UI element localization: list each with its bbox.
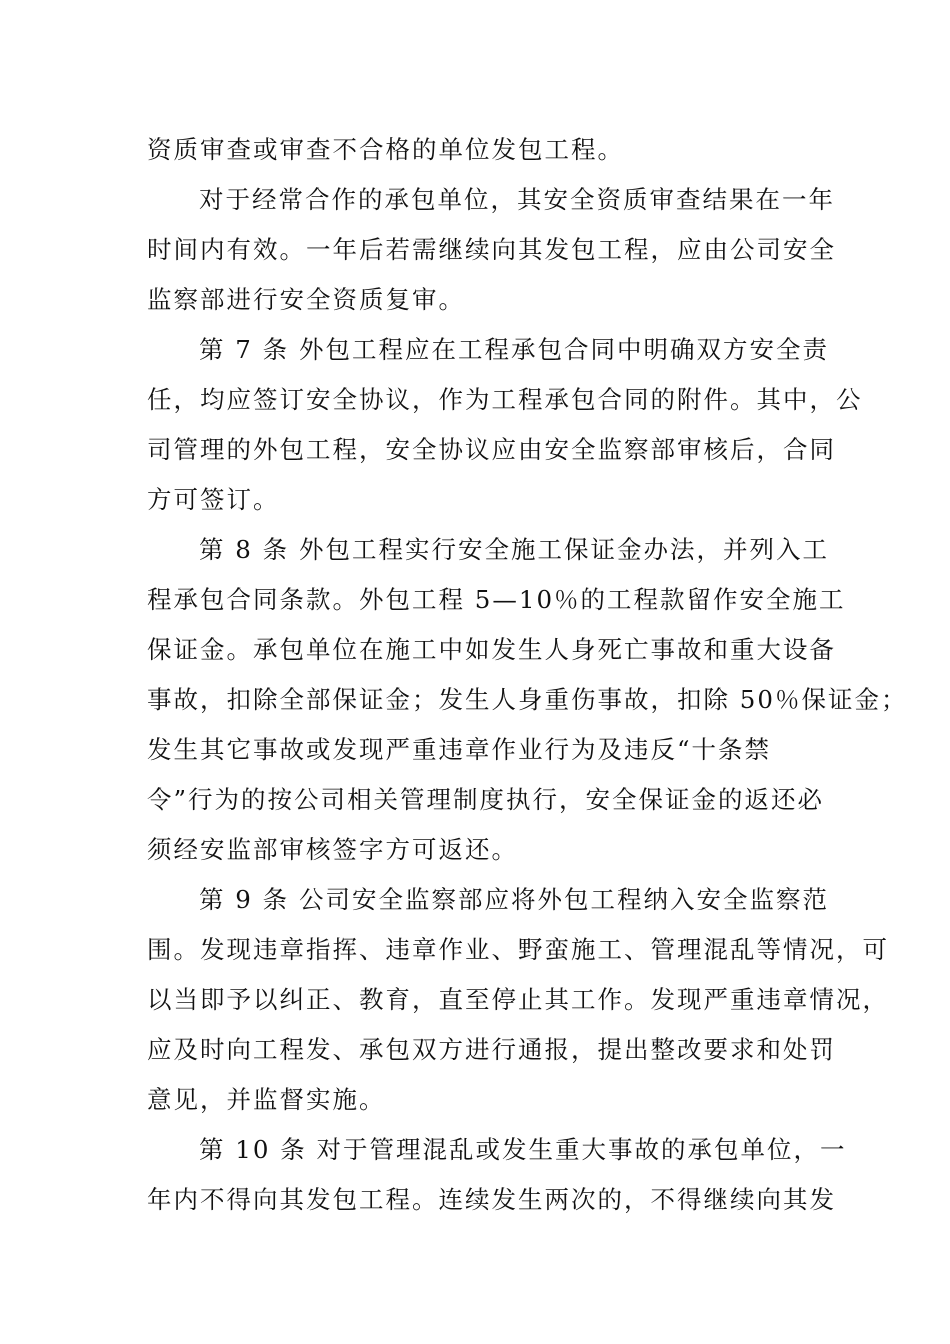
document-body (147, 125, 908, 1225)
text-line: 第 10 条 对于管理混乱或发生重大事故的承包单位，一 (199, 1135, 847, 1164)
text-line: 方可签订。 (147, 485, 280, 514)
text-line: 应及时向工程发、承包双方进行通报，提出整改要求和处罚 (147, 1035, 836, 1064)
text-line: 发生其它事故或发现严重违章作业行为及违反“十条禁 (147, 735, 772, 764)
text-line: 围。发现违章指挥、违章作业、野蛮施工、管理混乱等情况，可 (147, 935, 889, 964)
text-line: 第 7 条 外包工程应在工程承包合同中明确双方安全责 (199, 335, 829, 364)
text-line: 时间内有效。一年后若需继续向其发包工程，应由公司安全 (147, 235, 836, 264)
text-line: 事故，扣除全部保证金；发生人身重伤事故，扣除 50％保证金； (147, 685, 908, 714)
text-line: 监察部进行安全资质复审。 (147, 285, 465, 314)
text-line: 保证金。承包单位在施工中如发生人身死亡事故和重大设备 (147, 635, 836, 664)
text-line: 须经安监部审核签字方可返还。 (147, 835, 518, 864)
text-line: 司管理的外包工程，安全协议应由安全监察部审核后，合同 (147, 435, 836, 464)
text-line: 第 8 条 外包工程实行安全施工保证金办法，并列入工 (199, 535, 829, 564)
text-line: 意见，并监督实施。 (147, 1085, 386, 1114)
text-line: 年内不得向其发包工程。连续发生两次的，不得继续向其发 (147, 1185, 836, 1214)
text-line: 资质审查或审查不合格的单位发包工程。 (147, 135, 624, 164)
text-line: 第 9 条 公司安全监察部应将外包工程纳入安全监察范 (199, 885, 829, 914)
text-line: 任，均应签订安全协议，作为工程承包合同的附件。其中，公 (147, 385, 863, 414)
text-line: 以当即予以纠正、教育，直至停止其工作。发现严重违章情况， (147, 985, 889, 1014)
text-line: 对于经常合作的承包单位，其安全资质审查结果在一年 (199, 185, 835, 214)
text-line: 令”行为的按公司相关管理制度执行，安全保证金的返还必 (147, 785, 825, 814)
text-line: 程承包合同条款。外包工程 5—10％的工程款留作安全施工 (147, 585, 846, 614)
